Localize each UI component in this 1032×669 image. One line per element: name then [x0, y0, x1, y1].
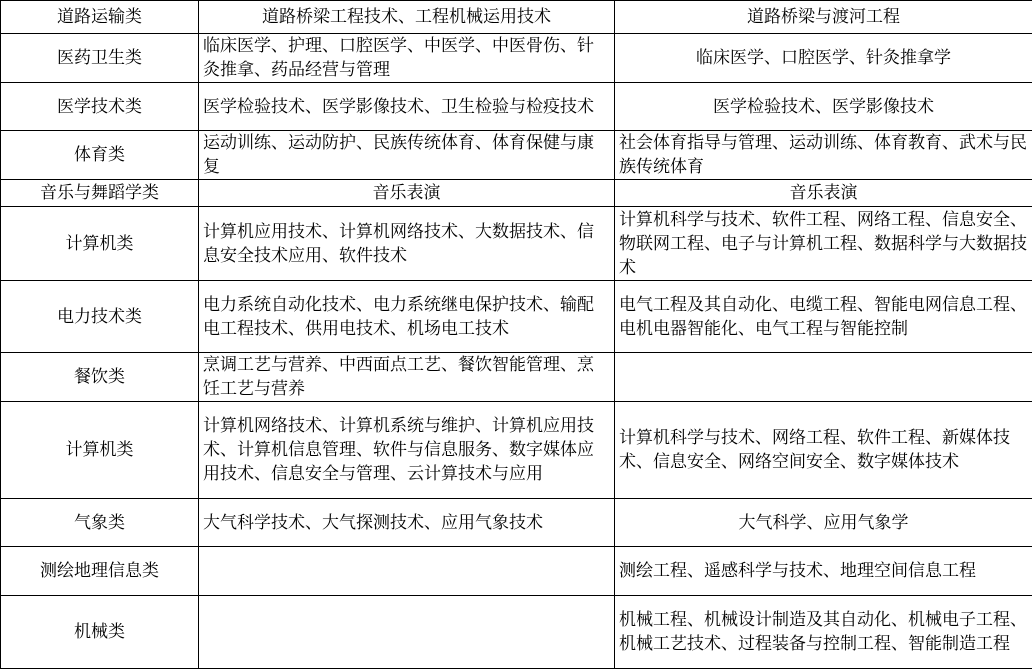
vocational-majors-cell: 音乐表演 [199, 180, 615, 207]
table-row [1, 402, 1032, 499]
table-row [1, 34, 1032, 83]
table-row [1, 207, 1032, 281]
table-row [1, 131, 1032, 180]
table-row [1, 83, 1032, 131]
undergraduate-majors-cell: 社会体育指导与管理、运动训练、体育教育、武术与民族传统体育 [615, 131, 1032, 180]
category-cell: 音乐与舞蹈学类 [1, 180, 199, 207]
category-cell: 计算机类 [1, 402, 199, 499]
table-row [1, 499, 1032, 547]
category-cell: 电力技术类 [1, 281, 199, 353]
table-row [1, 596, 1032, 669]
vocational-majors-cell: 大气科学技术、大气探测技术、应用气象技术 [199, 499, 615, 547]
vocational-majors-cell: 计算机应用技术、计算机网络技术、大数据技术、信息安全技术应用、软件技术 [199, 207, 615, 281]
undergraduate-majors-cell: 计算机科学与技术、软件工程、网络工程、信息安全、物联网工程、电子与计算机工程、数据科学与大数据技术 [615, 207, 1032, 281]
undergraduate-majors-cell: 机械工程、机械设计制造及其自动化、机械电子工程、机械工艺技术、过程装备与控制工程、智能制造工程 [615, 596, 1032, 669]
category-cell: 医学技术类 [1, 83, 199, 131]
undergraduate-majors-cell: 计算机科学与技术、网络工程、软件工程、新媒体技术、信息安全、网络空间安全、数字媒体技术 [615, 402, 1032, 499]
vocational-majors-cell: 医学检验技术、医学影像技术、卫生检验与检疫技术 [199, 83, 615, 131]
category-cell: 气象类 [1, 499, 199, 547]
undergraduate-majors-cell: 测绘工程、遥感科学与技术、地理空间信息工程 [615, 547, 1032, 596]
category-cell: 机械类 [1, 596, 199, 669]
vocational-majors-cell [199, 547, 615, 596]
undergraduate-majors-cell [615, 353, 1032, 402]
table-row [1, 1, 1032, 34]
undergraduate-majors-cell: 医学检验技术、医学影像技术 [615, 83, 1032, 131]
vocational-majors-cell: 临床医学、护理、口腔医学、中医学、中医骨伤、针灸推拿、药品经营与管理 [199, 34, 615, 83]
category-cell: 道路运输类 [1, 1, 199, 34]
vocational-majors-cell: 计算机网络技术、计算机系统与维护、计算机应用技术、计算机信息管理、软件与信息服务、数字媒体应用技术、信息安全与管理、云计算技术与应用 [199, 402, 615, 499]
vocational-majors-cell [199, 596, 615, 669]
category-cell: 体育类 [1, 131, 199, 180]
undergraduate-majors-cell: 道路桥梁与渡河工程 [615, 1, 1032, 34]
category-cell: 餐饮类 [1, 353, 199, 402]
category-cell: 测绘地理信息类 [1, 547, 199, 596]
vocational-majors-cell: 电力系统自动化技术、电力系统继电保护技术、输配电工程技术、供用电技术、机场电工技术 [199, 281, 615, 353]
category-cell: 计算机类 [1, 207, 199, 281]
table-row [1, 281, 1032, 353]
category-cell: 医药卫生类 [1, 34, 199, 83]
undergraduate-majors-cell: 大气科学、应用气象学 [615, 499, 1032, 547]
table-row [1, 353, 1032, 402]
vocational-majors-cell: 烹调工艺与营养、中西面点工艺、餐饮智能管理、烹饪工艺与营养 [199, 353, 615, 402]
undergraduate-majors-cell: 临床医学、口腔医学、针灸推拿学 [615, 34, 1032, 83]
table-row [1, 180, 1032, 207]
vocational-majors-cell: 运动训练、运动防护、民族传统体育、体育保健与康复 [199, 131, 615, 180]
vocational-majors-cell: 道路桥梁工程技术、工程机械运用技术 [199, 1, 615, 34]
undergraduate-majors-cell: 电气工程及其自动化、电缆工程、智能电网信息工程、电机电器智能化、电气工程与智能控制 [615, 281, 1032, 353]
undergraduate-majors-cell: 音乐表演 [615, 180, 1032, 207]
table-row [1, 547, 1032, 596]
